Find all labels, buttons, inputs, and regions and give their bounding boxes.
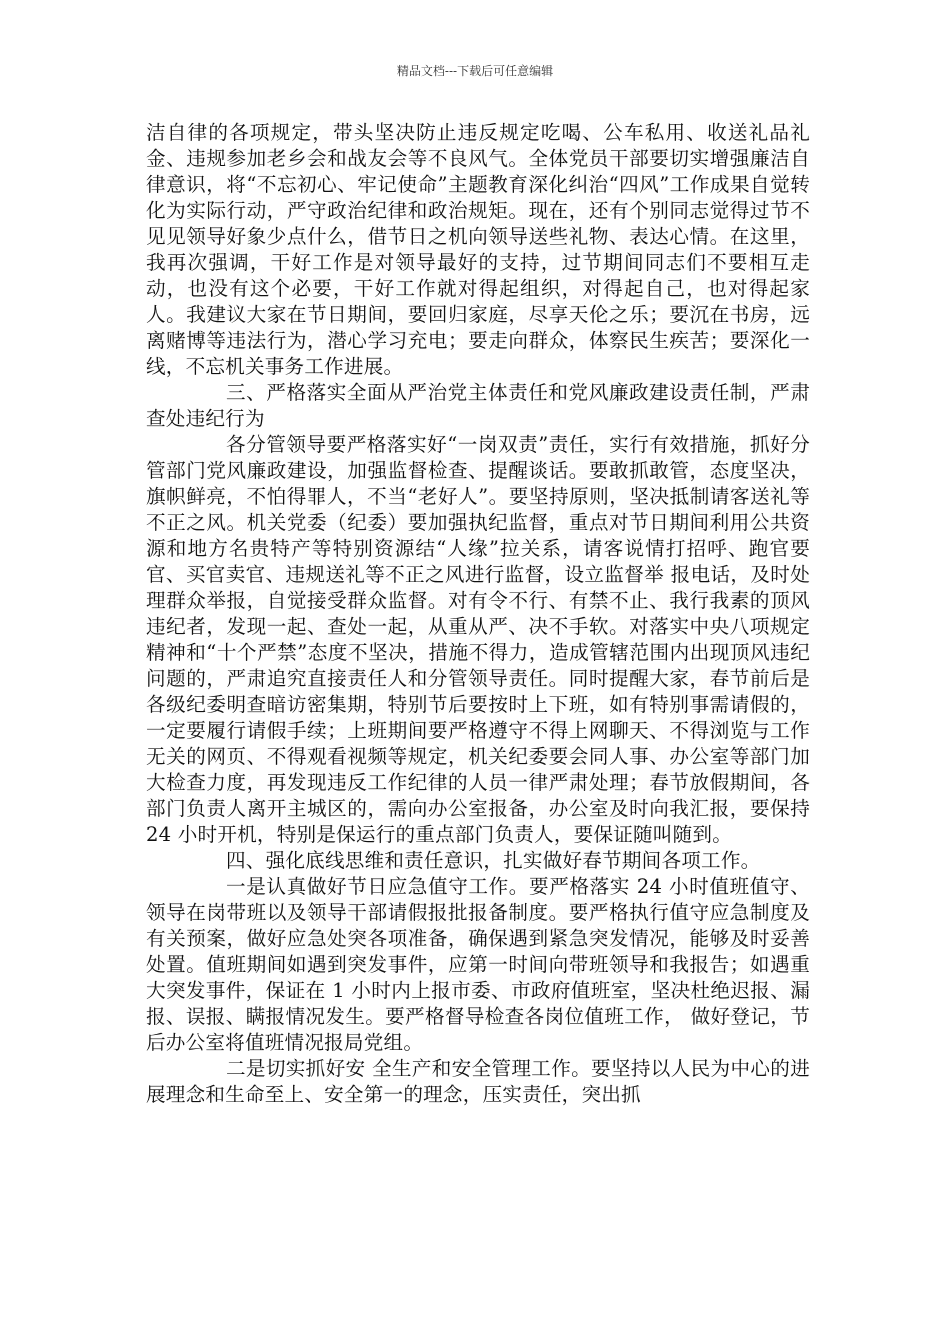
body-paragraph-4: 二是切实抓好安 全生产和安全管理工作。要坚持以人民为中心的进展理念和生命至上、安全第一的理念，压实责任，突出抓	[146, 1057, 810, 1106]
body-paragraph-1: 洁自律的各项规定，带头坚决防止违反规定吃喝、公车私用、收送礼品礼金、违规参加老乡会和战友会等不良风气。全体党员干部要切实增强廉洁自律意识，将“不忘初心、牢记使命”主题教育深化纠治“四风”工作成果自觉转化为实际行动，严守政治纪律和政治规矩。现在，还有个别同志觉得过节不见见领导好象少点什么，借节日之机向领导送些礼物、表达心情。在这里，我再次强调，干好工作是对领导最好的支持，过节期间同志们不要相互走动，也没有这个必要，干好工作就对得起组织，对得起自己，也对得起家人。我建议大家在节日期间，要回归家庭，尽享天伦之乐；要沉在书房，远离赌博等违法行为，潜心学习充电；要走向群众，体察民生疾苦；要深化一线，不忘机关事务工作进展。	[146, 121, 810, 378]
body-paragraph-2: 各分管领导要严格落实好“一岗双责”责任，实行有效措施，抓好分管部门党风廉政建设，加强监督检查、提醒谈话。要敢抓敢管，态度坚决，旗帜鲜亮，不怕得罪人，不当“老好人”。要坚持原则，坚决抵制请客送礼等不正之风。机关党委（纪委）要加强执纪监督，重点对节日期间利用公共资源和地方名贵特产等特别资源结“人缘”拉关系，请客说情打招呼、跑官要官、买官卖官、违规送礼等不正之风进行监督，设立监督举 报电话，及时处理群众举报，自觉接受群众监督。对有令不行、有禁不止、我行我素的顶风违纪者，发现一起、查处一起，从重从严、决不手软。对落实中央八项规定精神和“十个严禁”态度不坚决，措施不得力，造成管辖范围内出现顶风违纪问题的，严肃追究直接责任人和分管领导责任。同时提醒大家，春节前后是各级纪委明查暗访密集期，特别节后要按时上下班，如有特别事需请假的，一定要履行请假手续；上班期间要严格遵守不得上网聊天、不得浏览与工作无关的网页、不得观看视频等规定，机关纪委要会同人事、办公室等部门加大检查力度，再发现违反工作纪律的人员一律严肃处理；春节放假期间，各部门负责人离开主城区的，需向办公室报备，办公室及时向我汇报，要保持 24 小时开机，特别是保运行的重点部门负责人，要保证随叫随到。	[146, 433, 810, 846]
document-body	[146, 120, 810, 1108]
section-heading-4: 四、强化底线思维和责任意识，扎实做好春节期间各项工作。	[226, 849, 761, 872]
page-header: 精品文档---下载后可任意编辑	[396, 64, 554, 78]
section-heading-3: 三、严格落实全面从严治党主体责任和党风廉政建设责任制，严肃查处违纪行为	[146, 381, 810, 430]
body-paragraph-3: 一是认真做好节日应急值守工作。要严格落实 24 小时值班值守、领导在岗带班以及领导干部请假报批报备制度。要严格执行值守应急制度及有关预案，做好应急处突各项准备，确保遇到紧急突发情况，能够及时妥善处置。值班期间如遇到突发事件，应第一时间向带班领导和我报告；如遇重大突发事件，保证在 1 小时内上报市委、市政府值班室，坚决杜绝迟报、漏报、误报、瞒报情况发生。要严格督导检查各岗位值班工作， 做好登记，节后办公室将值班情况报局党组。	[146, 875, 810, 1054]
